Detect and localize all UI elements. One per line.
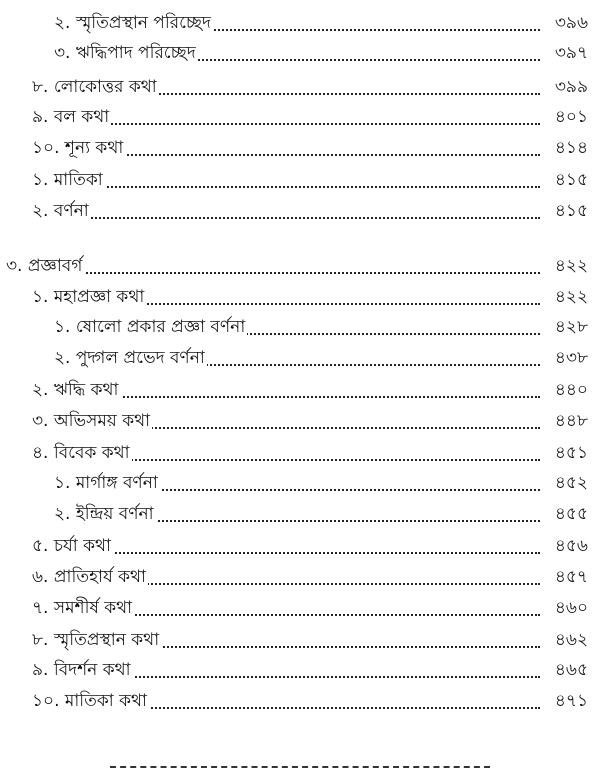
toc-entry-title: ১. মহাপ্রজ্ঞা কথা [32, 284, 146, 310]
toc-entry-title: ২. ঋদ্ধি কথা [32, 377, 121, 403]
toc-entry-page-number: ৪৫৬ [554, 536, 588, 556]
toc-entry-page-number: ৪১৪ [554, 138, 588, 158]
footer-divider [110, 766, 490, 768]
toc-entry-title: ১০. মাতিকা কথা [32, 688, 149, 714]
toc-entry [0, 74, 600, 100]
toc-entry-title: ৮. লোকোত্তর কথা [32, 74, 159, 100]
toc-entry [0, 533, 600, 559]
toc-entry [0, 167, 600, 193]
toc-entry-title: ৯. বিদর্শন কথা [32, 657, 133, 683]
toc-entry-page-number: ৪৫১ [554, 443, 588, 463]
toc-entry-page-number: ৪২২ [554, 287, 588, 307]
toc-entry-page-number: ৪৩৮ [554, 348, 588, 368]
toc-entry-title: ৯. বল কথা [32, 104, 111, 130]
toc-entry-page-number: ৪২২ [554, 256, 588, 276]
toc-entry-page-number: ৪১৫ [554, 201, 588, 221]
toc-entry-title: ৮. স্মৃতিপ্রস্থান কথা [32, 627, 161, 653]
toc-entry-title: ৫. চর্যা কথা [32, 533, 113, 559]
toc-entry-title: ৬. প্রাতিহার্য কথা [32, 564, 148, 590]
toc-entry [0, 314, 600, 340]
toc-entry-title: ১. মাতিকা [32, 167, 105, 193]
toc-entry [0, 657, 600, 683]
toc-entry-page-number: ৩৯৭ [554, 43, 588, 63]
toc-entry-page-number: ৪৬০ [554, 598, 588, 618]
toc-entry-page-number: ৩৯৬ [554, 13, 588, 33]
toc-entry [0, 345, 600, 371]
toc-entry-page-number: ৪৫৫ [554, 504, 588, 524]
toc-entry-title: ১. ষোলো প্রকার প্রজ্ঞা বর্ণনা [54, 314, 247, 340]
toc-entry-page-number: ৪৫৭ [554, 567, 588, 587]
toc-entry [0, 10, 600, 36]
toc-entry-page-number: ৪৬২ [554, 630, 588, 650]
toc-entry-page-number: ৪৪০ [554, 380, 588, 400]
toc-entry-title: ৪. বিবেক কথা [32, 440, 132, 466]
toc-entry [0, 595, 600, 621]
toc-entry [0, 470, 600, 496]
toc-entry [0, 135, 600, 161]
toc-entry-title: ৩. অভিসময় কথা [32, 408, 152, 434]
toc-entry-page-number: ৪৪৮ [554, 411, 588, 431]
toc-entry [0, 253, 600, 279]
toc-entry-title: ২. বর্ণনা [32, 198, 91, 224]
toc-entry-title: ২. ইন্দ্রিয় বর্ণনা [54, 501, 156, 527]
toc-entry-page-number: ৪৭১ [554, 691, 588, 711]
toc-entry-title: ২. স্মৃতিপ্রস্থান পরিচ্ছেদ [54, 10, 213, 36]
toc-entry-page-number: ৩৯৯ [554, 77, 588, 97]
dot-leader [6, 272, 540, 274]
toc-entry-page-number: ৪০১ [554, 107, 588, 127]
toc-entry-page-number: ৪২৮ [554, 317, 588, 337]
toc-entry-title: ১০. শূন্য কথা [32, 135, 125, 161]
toc-entry-title: ২. পুদ্গল প্রভেদ বর্ণনা [54, 345, 207, 371]
toc-entry [0, 501, 600, 527]
toc-entry [0, 284, 600, 310]
toc-entry [0, 408, 600, 434]
dot-leader [32, 186, 540, 188]
toc-entry [0, 198, 600, 224]
toc-entry [0, 377, 600, 403]
toc-entry [0, 688, 600, 714]
toc-entry-page-number: ৪৬৫ [554, 660, 588, 680]
toc-entry-title: ৩. প্রজ্ঞাবর্গ [6, 253, 84, 279]
toc-entry-page-number: ৪১৫ [554, 170, 588, 190]
toc-entry-title: ৭. সমশীর্ষ কথা [32, 595, 134, 621]
dot-leader [32, 217, 540, 219]
toc-entry-page-number: ৪৫২ [554, 473, 588, 493]
toc-entry-title: ৩. ঋদ্ধিপাদ পরিচ্ছেদ [54, 40, 198, 66]
toc-entry [0, 104, 600, 130]
toc-entry [0, 440, 600, 466]
toc-entry-title: ১. মার্গাঙ্গ বর্ণনা [54, 470, 160, 496]
toc-entry [0, 40, 600, 66]
toc-entry [0, 564, 600, 590]
toc-entry [0, 627, 600, 653]
